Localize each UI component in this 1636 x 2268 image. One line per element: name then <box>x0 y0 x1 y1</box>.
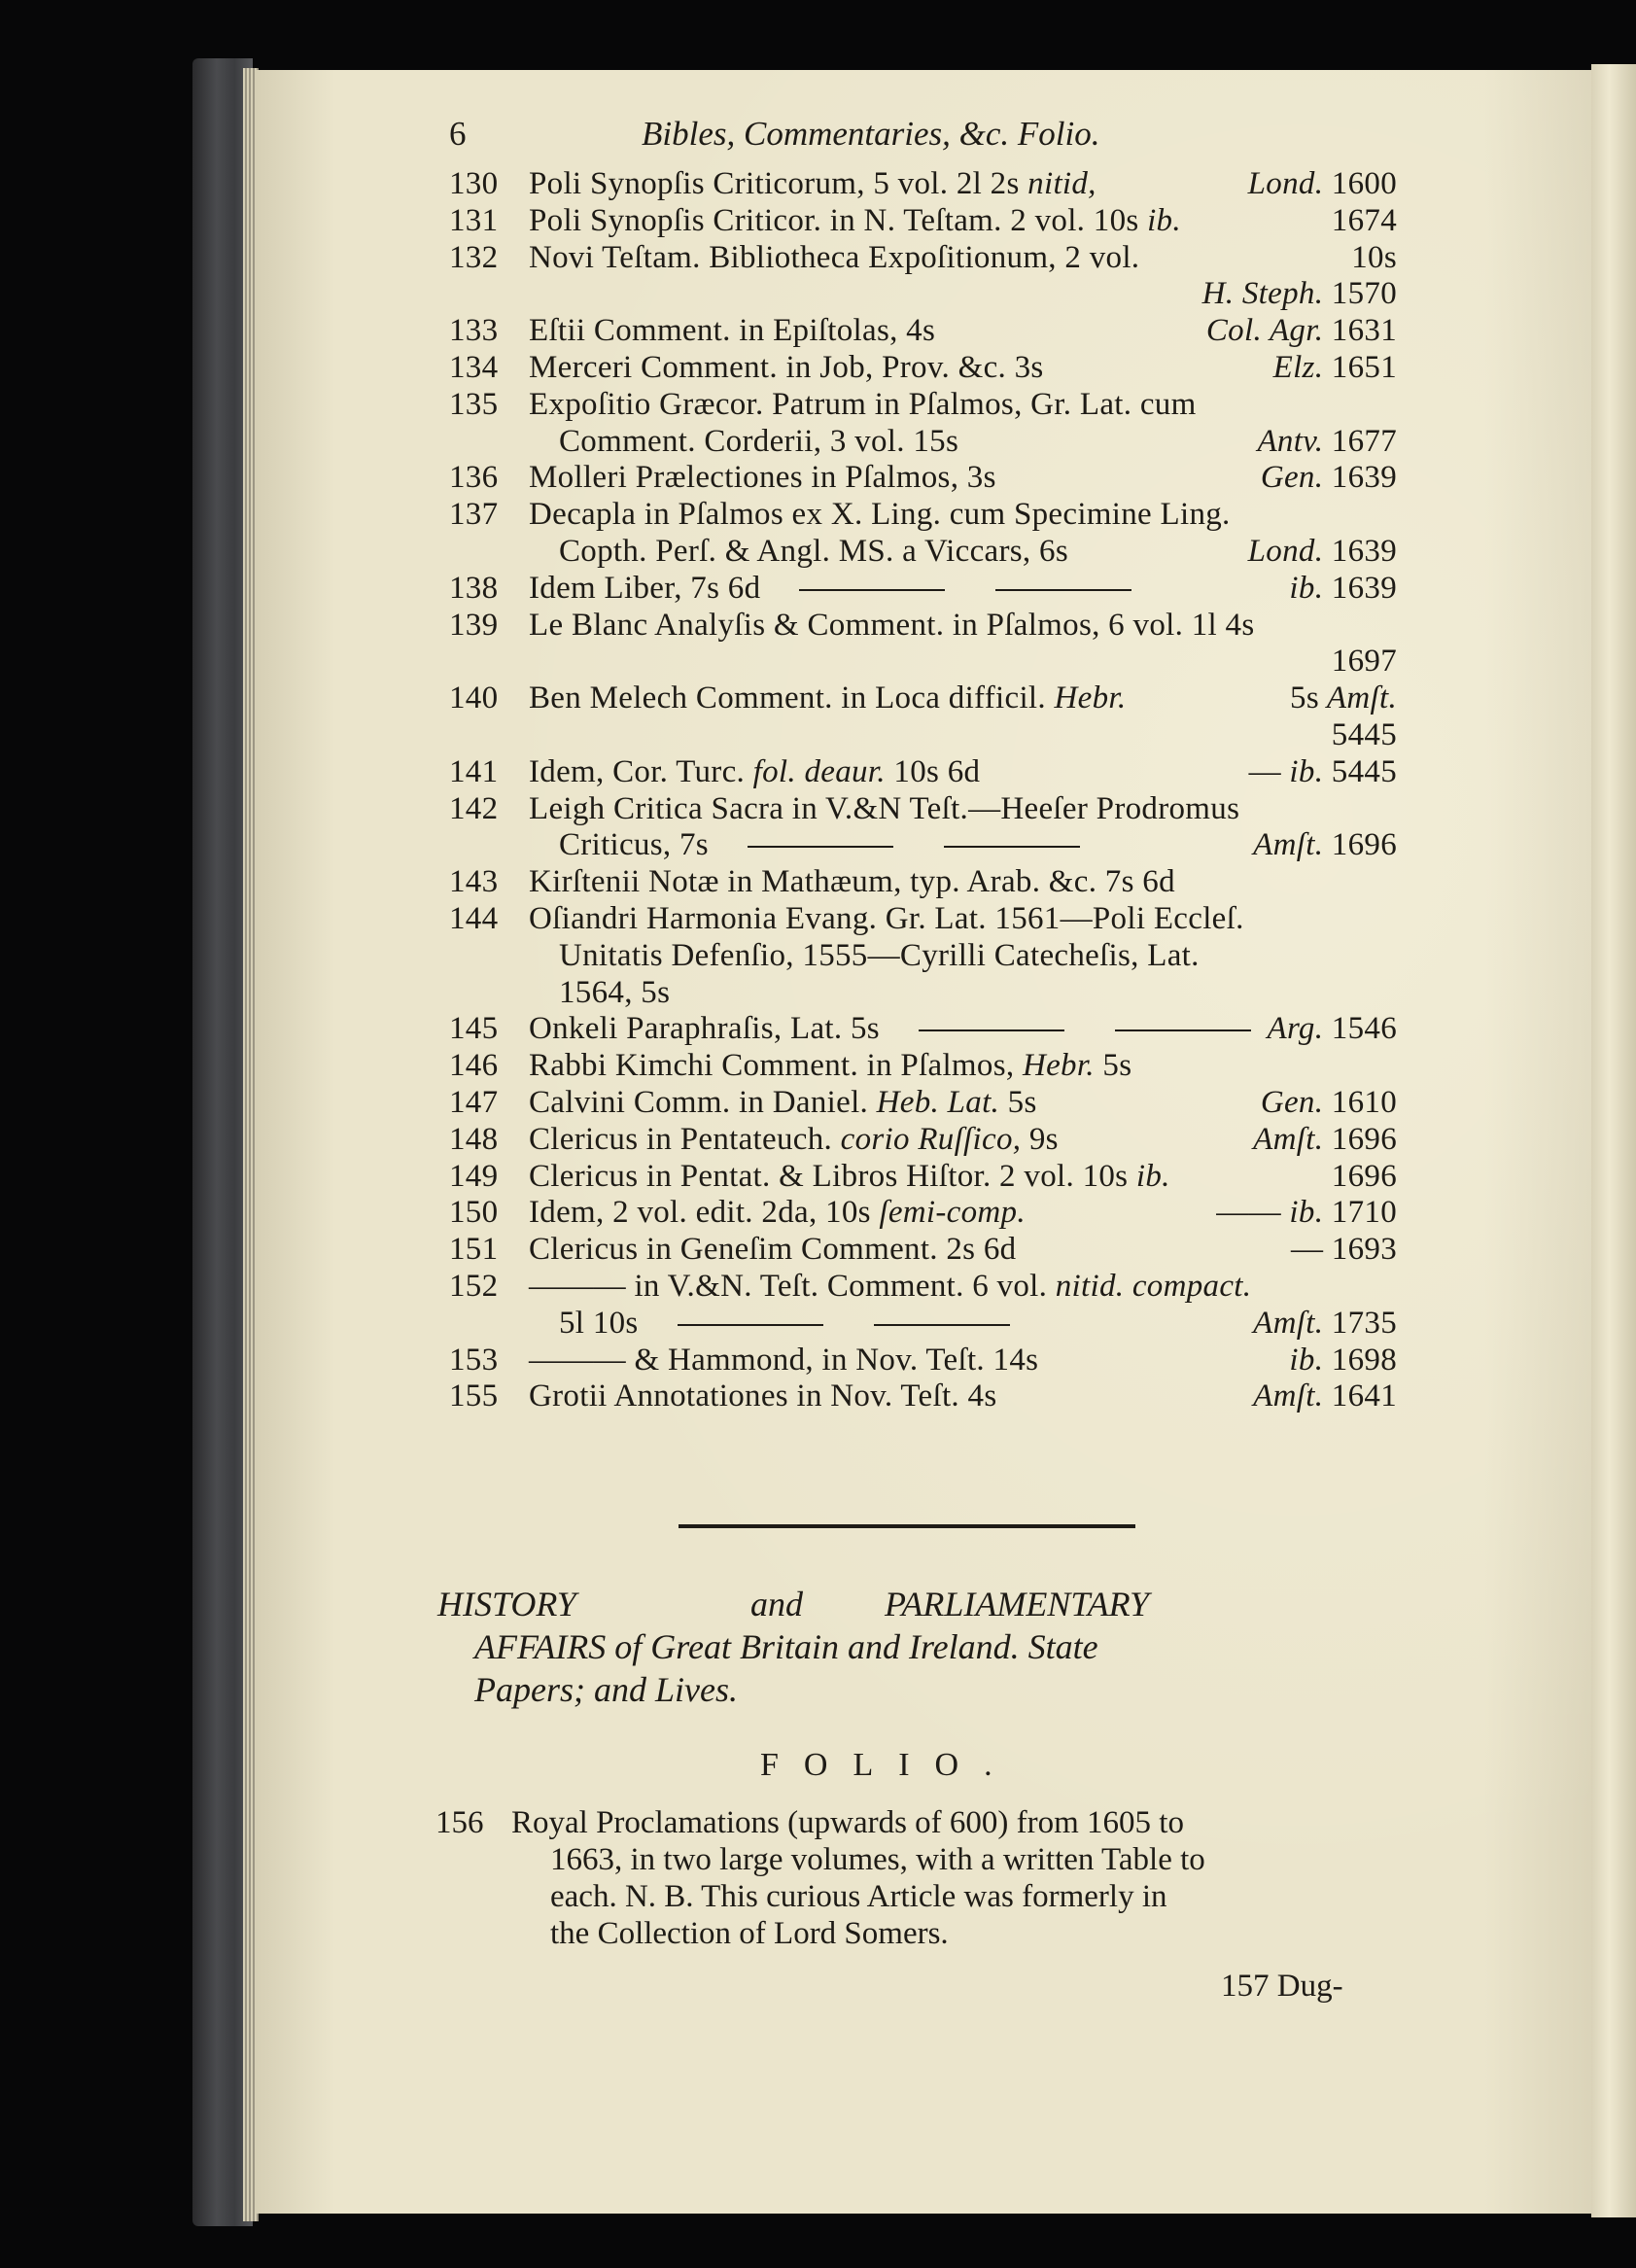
entry-line <box>449 1158 1397 1195</box>
ditto-dash <box>944 846 1080 848</box>
entry-number: 148 <box>449 1122 499 1157</box>
entry-line <box>449 1268 1397 1305</box>
entry-imprint: Amſt. 1696 <box>1253 1122 1397 1157</box>
entry-imprint: 1674 <box>1331 203 1397 238</box>
entry-line <box>449 680 1397 716</box>
section-title-part-3: PARLIAMENTARY <box>885 1585 1150 1623</box>
entry-line <box>449 716 1397 753</box>
entry-number: 147 <box>449 1085 499 1120</box>
entry-line <box>449 239 1397 276</box>
entry-description: Idem Liber, 7s 6d <box>529 570 1143 607</box>
entry-line <box>449 312 1397 349</box>
entry-line <box>449 496 1397 533</box>
entry-description: 1564, 5s <box>559 975 671 1010</box>
entry-line <box>449 1378 1397 1414</box>
entry-description: Poli Synopſis Criticor. in N. Teſtam. 2 vol. 10s ib. <box>529 203 1181 238</box>
entry-number: 135 <box>449 387 499 422</box>
entry-description: ——— & Hammond, in Nov. Teſt. 14s <box>529 1343 1039 1378</box>
entry-description: Criticus, 7s <box>559 826 1092 863</box>
entry-line <box>449 1194 1397 1231</box>
running-title: Bibles, Commentaries, &c. Folio. <box>642 115 1100 153</box>
entry-line: the Collection of Lord Somers. <box>550 1916 949 1951</box>
ditto-dash <box>919 1029 1064 1031</box>
entry-number: 136 <box>449 460 499 495</box>
entry-line <box>449 643 1397 680</box>
entry-imprint: Antv. 1677 <box>1257 424 1397 459</box>
entry-imprint: ib. 1639 <box>1289 571 1397 606</box>
entry-description: Poli Synopſis Criticorum, 5 vol. 2l 2s nitid, <box>529 166 1096 201</box>
entry-line <box>449 459 1397 496</box>
entry-line <box>449 863 1397 900</box>
entry-imprint: Arg. 1546 <box>1267 1011 1397 1046</box>
entry-imprint: Gen. 1639 <box>1260 460 1397 495</box>
entry-number: 130 <box>449 166 499 201</box>
ditto-dash <box>678 1324 823 1326</box>
section-title <box>437 1583 1390 1711</box>
entry-imprint: — ib. 5445 <box>1248 754 1397 789</box>
entry-description: Ben Melech Comment. in Loca difficil. Hebr. <box>529 680 1127 715</box>
entry-italic-note: nitid, <box>1019 166 1096 201</box>
section-title-line-2: AFFAIRS of Great Britain and Ireland. State <box>474 1627 1098 1666</box>
ditto-dash <box>874 1324 1010 1326</box>
entry-imprint: Col. Agr. 1631 <box>1205 313 1397 348</box>
entry-line <box>449 826 1397 863</box>
entry-italic-note: corio Ruſſico, <box>832 1122 1022 1157</box>
entry-line <box>449 1121 1397 1158</box>
entry-line: 1663, in two large volumes, with a written Table to <box>550 1842 1205 1877</box>
entry-description: Leigh Critica Sacra in V.&N Teſt.—Heeſer Prodromus <box>529 791 1240 826</box>
entry-number: 155 <box>449 1378 499 1413</box>
entry-number: 138 <box>449 571 499 606</box>
entry-description: Rabbi Kimchi Comment. in Pſalmos, Hebr. 5s <box>529 1048 1132 1083</box>
entry-description: 5l 10s <box>559 1305 1022 1342</box>
entry-line <box>449 533 1397 570</box>
entry-italic-note: Hebr. <box>1014 1048 1095 1083</box>
entry-number: 146 <box>449 1048 499 1083</box>
entry-156 <box>435 1804 1383 1952</box>
entry-line <box>449 165 1397 202</box>
section-title-part-1: HISTORY <box>437 1585 576 1623</box>
entry-imprint: 1697 <box>1331 644 1397 679</box>
entry-italic-note: Heb. Lat. <box>868 1085 1000 1120</box>
entry-line <box>449 1047 1397 1084</box>
entry-number: 132 <box>449 240 499 275</box>
entry-imprint: Amſt. 1735 <box>1253 1306 1397 1341</box>
entry-number: 134 <box>449 350 499 385</box>
catchword: 157 Dug- <box>1221 1969 1343 2004</box>
entry-description: ——— in V.&N. Teſt. Comment. 6 vol. nitid. compact. <box>529 1269 1252 1304</box>
entry-line <box>449 386 1397 423</box>
ditto-dash <box>799 589 945 591</box>
entry-description: Calvini Comm. in Daniel. Heb. Lat. 5s <box>529 1085 1037 1120</box>
entry-number: 153 <box>449 1343 499 1378</box>
entry-italic-note: ſemi-comp. <box>870 1195 1026 1230</box>
entry-italic-note: Hebr. <box>1045 680 1127 715</box>
entry-line <box>449 1342 1397 1378</box>
entry-imprint: Gen. 1610 <box>1260 1085 1397 1120</box>
entry-description: Clericus in Pentat. & Libros Hiſtor. 2 vol. 10s ib. <box>529 1159 1170 1194</box>
entry-number: 139 <box>449 608 499 643</box>
entry-line <box>449 349 1397 386</box>
section-title-part-2: and <box>750 1585 803 1623</box>
entry-number: 143 <box>449 864 499 899</box>
entry-line <box>449 974 1397 1011</box>
entry-imprint: Lond. 1639 <box>1247 534 1397 569</box>
entry-line <box>449 790 1397 827</box>
entry-description: Idem, Cor. Turc. fol. deaur. 10s 6d <box>529 754 981 789</box>
entry-line <box>449 937 1397 974</box>
entry-description: Le Blanc Analyſis & Comment. in Pſalmos, 6 vol. 1l 4s <box>529 608 1255 643</box>
entry-number: 144 <box>449 901 499 936</box>
entry-number: 140 <box>449 680 499 715</box>
page-number: 6 <box>449 115 467 153</box>
entry-description: Onkeli Paraphraſis, Lat. 5s <box>529 1010 1263 1047</box>
entry-description: Molleri Prælectiones in Pſalmos, 3s <box>529 460 996 495</box>
entry-line <box>449 202 1397 239</box>
running-header <box>449 115 1397 157</box>
entry-description: Kirſtenii Notæ in Mathæum, typ. Arab. &c. 7s 6d <box>529 864 1175 899</box>
entry-number: 133 <box>449 313 499 348</box>
entry-italic-note: ib. <box>1138 203 1181 238</box>
entry-description: Clericus in Geneſim Comment. 2s 6d <box>529 1232 1017 1267</box>
entry-number: 141 <box>449 754 499 789</box>
entry-description: Copth. Perſ. & Angl. MS. a Viccars, 6s <box>559 534 1068 569</box>
entry-line <box>449 1231 1397 1268</box>
entry-description: Unitatis Defenſio, 1555—Cyrilli Catecheſis, Lat. <box>559 938 1200 973</box>
entry-imprint: 5s Amſt. <box>1290 680 1397 715</box>
entry-line <box>449 423 1397 460</box>
entry-line: each. N. B. This curious Article was formerly in <box>550 1879 1167 1914</box>
entry-italic-note: ib. <box>1128 1159 1170 1194</box>
entry-number: 151 <box>449 1232 499 1267</box>
folio-heading: FOLIO. <box>760 1747 1018 1783</box>
entry-line <box>449 1010 1397 1047</box>
entry-number: 142 <box>449 791 499 826</box>
entry-imprint: Amſt. 1641 <box>1253 1378 1397 1413</box>
entry-line: Royal Proclamations (upwards of 600) from 1605 to <box>511 1805 1184 1840</box>
entry-number: 156 <box>435 1805 484 1840</box>
entry-imprint: Elz. 1651 <box>1272 350 1397 385</box>
facing-page-edge <box>1591 64 1636 2217</box>
entry-line <box>449 275 1397 312</box>
section-divider-rule <box>679 1524 1135 1528</box>
entry-description: Expoſitio Græcor. Patrum in Pſalmos, Gr. Lat. cum <box>529 387 1197 422</box>
entry-line <box>449 570 1397 607</box>
entry-description: Eſtii Comment. in Epiſtolas, 4s <box>529 313 936 348</box>
entry-imprint: 1696 <box>1331 1159 1397 1194</box>
section-title-line-3: Papers; and Lives. <box>474 1670 738 1709</box>
entry-number: 145 <box>449 1011 499 1046</box>
entry-description: Merceri Comment. in Job, Prov. &c. 3s <box>529 350 1044 385</box>
entry-imprint: 10s <box>1351 240 1397 275</box>
entry-description: Decapla in Pſalmos ex X. Ling. cum Specimine Ling. <box>529 497 1231 532</box>
entry-imprint: 5445 <box>1331 717 1397 752</box>
entry-imprint: Lond. 1600 <box>1247 166 1397 201</box>
entry-line <box>449 753 1397 790</box>
entry-description: Novi Teſtam. Bibliotheca Expoſitionum, 2 vol. <box>529 240 1140 275</box>
entry-number: 137 <box>449 497 499 532</box>
entry-number: 152 <box>449 1269 499 1304</box>
ditto-dash <box>1115 1029 1251 1031</box>
ditto-dash <box>748 846 893 848</box>
entry-imprint: ib. 1698 <box>1289 1343 1397 1378</box>
entry-number: 150 <box>449 1195 499 1230</box>
entry-line <box>449 607 1397 644</box>
entry-description: Oſiandri Harmonia Evang. Gr. Lat. 1561—Poli Eccleſ. <box>529 901 1244 936</box>
entry-line <box>449 900 1397 937</box>
entry-imprint: — 1693 <box>1290 1232 1397 1267</box>
entry-italic-note: fol. deaur. <box>745 754 886 789</box>
entry-line <box>449 1305 1397 1342</box>
entry-italic-note: nitid. compact. <box>1047 1269 1252 1304</box>
entry-description: Clericus in Pentateuch. corio Ruſſico, 9s <box>529 1122 1059 1157</box>
entry-number: 149 <box>449 1159 499 1194</box>
entry-imprint: —— ib. 1710 <box>1216 1195 1397 1230</box>
entry-description: Comment. Corderii, 3 vol. 15s <box>559 424 959 459</box>
entry-line <box>449 1084 1397 1121</box>
ditto-dash <box>995 589 1131 591</box>
entry-description: Grotii Annotationes in Nov. Teſt. 4s <box>529 1378 997 1413</box>
entry-number: 131 <box>449 203 499 238</box>
entry-description: Idem, 2 vol. edit. 2da, 10s ſemi-comp. <box>529 1195 1026 1230</box>
entry-imprint: Amſt. 1696 <box>1253 827 1397 862</box>
entry-imprint: H. Steph. 1570 <box>1201 276 1397 311</box>
